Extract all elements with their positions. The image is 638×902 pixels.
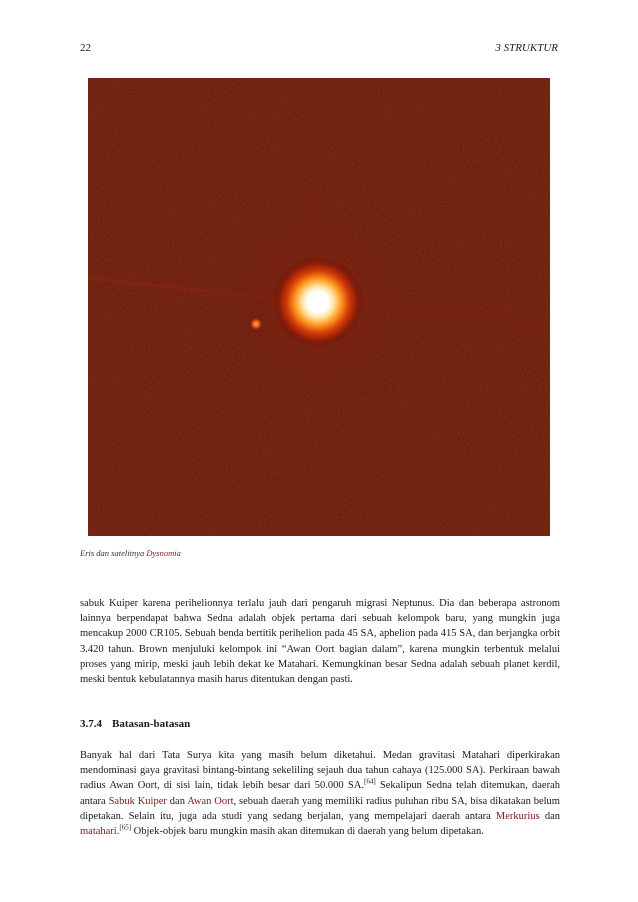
paragraph-sedna: sabuk Kuiper karena perihelionnya terlalu jauh dari pengaruh migrasi Neptunus. Dia dan beberapa astronom lainnya berpendapat bahwa Sedna adalah objek pertama dari sebuah kelompok baru, yang mungkin juga mencakup 2000 CR105. Sebuah benda bertitik perihelion pada 45 SA, aphelion pada 415 SA, dan berjangka orbit 3.420 tahun. Brown menjuluki kelompok ini “Awan Oort bagian dalam”, karena mungkin terbentuk melalui proses yang mirip, meski jauh lebih dekat ke Matahari. Kemungkinan besar Sedna adalah sebuah planet kerdil, meski bentuk kebulatannya masih harus ditentukan dengan pasti. — [80, 598, 560, 686]
eris-photo — [88, 78, 550, 536]
eris-image — [88, 78, 550, 536]
awan-oort-link[interactable]: Awan Oort — [187, 795, 234, 807]
matahari-link[interactable]: matahari — [80, 826, 117, 838]
page-number: 22 — [80, 42, 91, 54]
reference-65[interactable]: [65] — [119, 823, 132, 832]
section-title: Batasan-batasan — [112, 718, 191, 730]
dysnomia-moon — [249, 317, 263, 331]
reference-64[interactable]: [64] — [363, 777, 376, 786]
merkurius-link[interactable]: Merkurius — [495, 810, 540, 822]
section-heading — [80, 718, 190, 730]
section-number: 3.7.4 — [80, 718, 102, 730]
chapter-header: 3 STRUKTUR — [495, 42, 558, 54]
sabuk-kuiper-link[interactable]: Sabuk Kuiper — [108, 795, 167, 807]
figure-caption: Eris dan satelitnya Dysnomia — [80, 548, 181, 558]
dysnomia-link[interactable]: Dysnomia — [146, 548, 181, 558]
paragraph-batasan: Banyak hal dari Tata Surya kita yang masih belum diketahui. Medan gravitasi Matahari diperkirakan mendominasi gaya gravitasi bintang-bintang sekeliling sejauh dua tahun cahaya (125.000 SA). Perkiraan bawah radius Awan Oort, di sisi lain, tidak lebih besar dari 50.000 SA.[64] Sekalipun Sedna telah ditemukan, daerah antara Sabuk Kuiper dan Awan Oort, sebuah daerah yang memiliki radius puluhan ribu SA, bisa dikatakan belum dipetakan. Selain itu, juga ada studi yang sedang berjalan, yang mempelajari daerah antara Merkurius dan matahari.[65] Objek-objek baru mungkin masih akan ditemukan di daerah yang belum dipetakan. — [80, 750, 560, 838]
